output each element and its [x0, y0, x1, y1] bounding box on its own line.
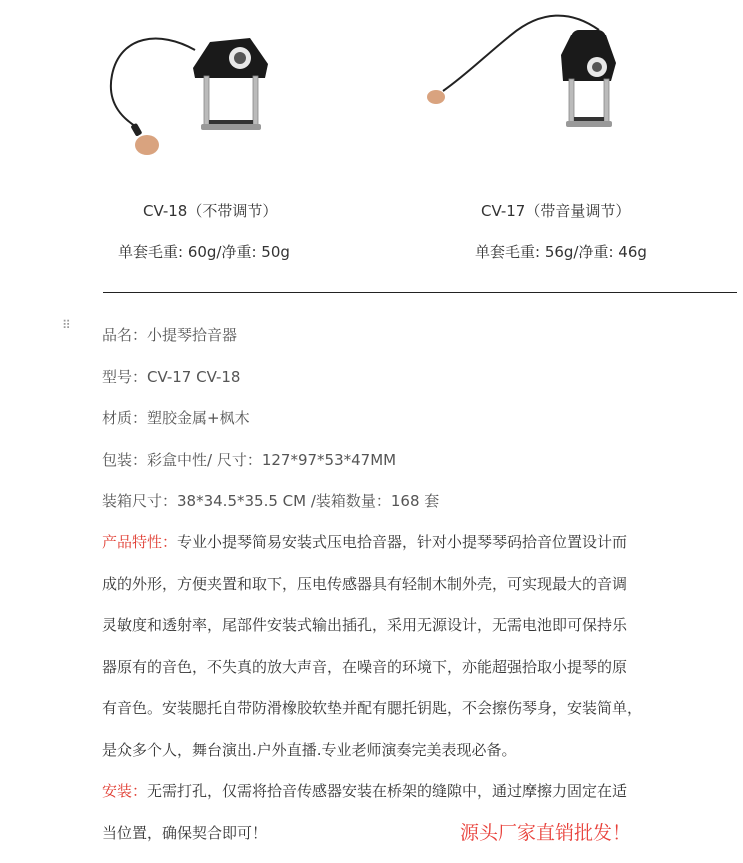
spec-product-name: 品名：小提琴拾音器 — [102, 326, 238, 344]
features-line: 成的外形，方便夹置和取下，压电传感器具有轻制木制外壳，可实现最大的音调 — [102, 574, 628, 593]
spec-material: 材质：塑胶金属+枫木 — [102, 409, 250, 427]
install-line: 当位置，确保契合即可！ — [102, 823, 268, 842]
promo-banner: 源头厂家直销批发！ — [460, 822, 632, 844]
install-label: 安装： — [102, 782, 148, 800]
install-line: 无需打孔，仅需将拾音传感器安装在桥架的缝隙中，通过摩擦力固定在适 — [147, 782, 628, 800]
product-cv17-name: CV-17（带音量调节） — [481, 202, 631, 220]
features-line: 器原有的音色，不失真的放大声音，在噪音的环境下，亦能超强拾取小提琴的原 — [102, 657, 628, 676]
features-label: 产品特性： — [102, 533, 178, 551]
section-divider — [103, 292, 737, 293]
features-paragraph — [102, 531, 672, 780]
product-cv17-weight: 单套毛重: 56g/净重: 46g — [475, 243, 647, 261]
product-cv18-weight: 单套毛重: 60g/净重: 50g — [118, 243, 290, 261]
features-line: 是众多个人，舞台演出.户外直播.专业老师演奏完美表现必备。 — [102, 740, 517, 759]
features-line: 灵敏度和透射率，尾部件安装式输出插孔，采用无源设计，无需电池即可保持乐 — [102, 616, 628, 634]
product-cv18-name: CV-18（不带调节） — [143, 202, 278, 220]
product-cv17 — [371, 0, 743, 270]
drag-handle-icon[interactable]: ⠿ — [62, 318, 72, 332]
pickup-cv17-image — [421, 5, 651, 175]
spec-packaging: 包装：彩盒中性/ 尺寸：127*97*53*47MM — [102, 451, 397, 469]
features-line: 有音色。安装腮托自带防滑橡胶软垫并配有腮托钥匙，不会擦伤琴身，安装简单， — [102, 699, 643, 717]
spec-model: 型号：CV-17 CV-18 — [102, 368, 241, 386]
spec-carton: 装箱尺寸：38*34.5*35.5 CM /装箱数量：168 套 — [102, 492, 440, 510]
product-cv18 — [0, 0, 371, 270]
features-line: 专业小提琴简易安装式压电拾音器，针对小提琴琴码拾音位置设计而 — [177, 533, 628, 551]
pickup-cv18-image — [100, 20, 300, 190]
